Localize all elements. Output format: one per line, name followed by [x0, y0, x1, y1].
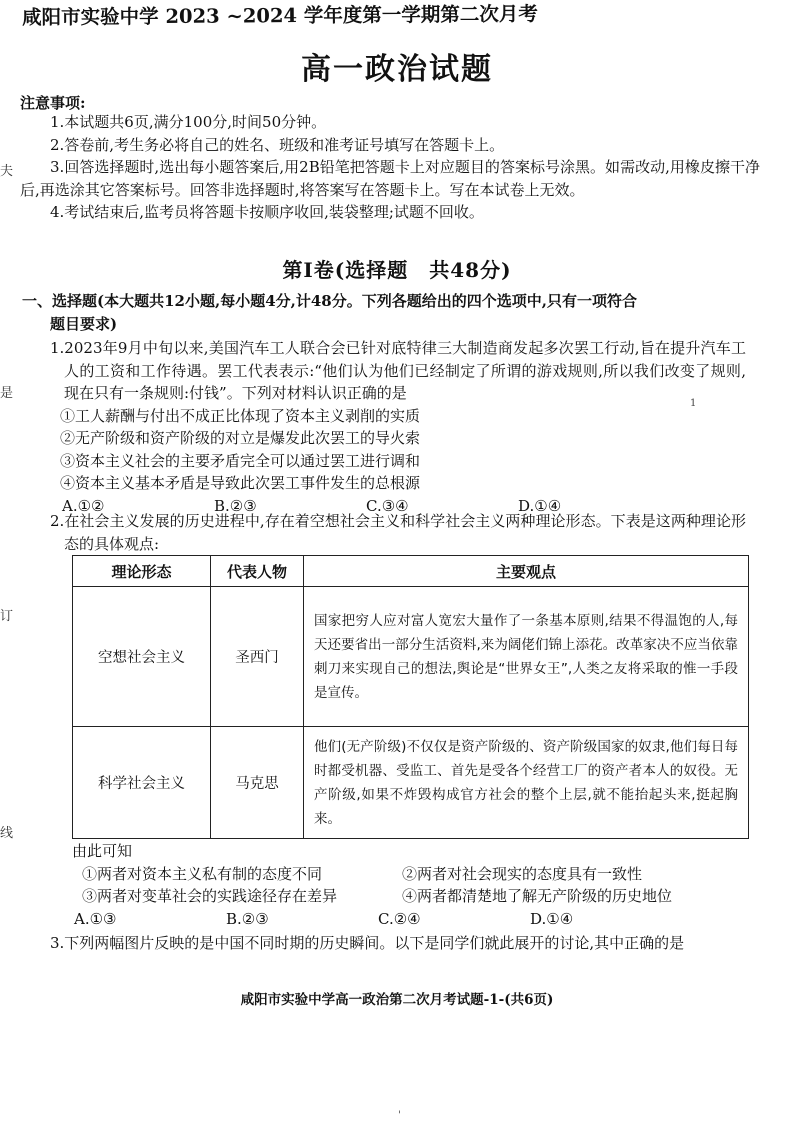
theory-table [72, 555, 749, 839]
conclusion: ②两者对社会现实的态度具有一致性 [402, 864, 643, 883]
question-stem: 3.下列两幅图片反映的是中国不同时期的历史瞬间。以下是同学们就此展开的讨论,其中正确的是 [50, 934, 685, 952]
margin-mark: 夫 [0, 164, 14, 179]
option-c: C.③④ [366, 496, 409, 515]
school-header: 咸阳市实验中学 2023 ~2024 学年度第一学期第二次月考 [22, 2, 538, 29]
cell-view: 他们(无产阶级)不仅仅是资产阶级的、资产阶级国家的奴隶,他们每日每时都受机器、受监工、首先是受各个经营工厂的资产者本人的奴役。无产阶级,如果不炸毁构成官方社会的整个上层,就不能抬起头来,挺起胸来。 [304, 727, 749, 839]
question-3 [50, 932, 746, 955]
margin-mark: 订 [0, 609, 14, 624]
question-2-conclusions [72, 840, 762, 930]
notice-item: 3.回答选择题时,选出每小题答案后,用2B铅笔把答题卡上对应题目的答案标号涂黑。如需改动,用橡皮擦干净后,再选涂其它答案标号。回答非选择题时,将答案写在答题卡上。写在本试卷上无效。 [20, 158, 760, 199]
question-1 [50, 337, 746, 517]
cell-form: 科学社会主义 [73, 727, 211, 839]
question-stem: 2.在社会主义发展的历史进程中,存在着空想社会主义和科学社会主义两种理论形态。下表是这两种理论形态的具体观点: [50, 512, 746, 553]
exam-title: 高一政治试题 [301, 52, 493, 87]
notice-title: 注意事项: [20, 94, 86, 112]
header-view: 主要观点 [304, 556, 749, 587]
notice-item: 4.考试结束后,监考员将答题卡按顺序收回,装袋整理;试题不回收。 [50, 203, 484, 221]
option-c: C.②④ [378, 909, 421, 928]
notice-item: 2.答卷前,考生务必将自己的姓名、班级和准考证号填写在答题卡上。 [50, 135, 505, 154]
cell-view: 国家把穷人应对富人宽宏大量作了一条基本原则,结果不得温饱的人,每天还要省出一部分生活资料,来为阔佬们锦上添花。改革家决不应当依靠刺刀来实现自己的想法,舆论是“世界女王”,人类之友将采取的惟一手段是宣传。 [304, 587, 749, 727]
conclusion: ④两者都清楚地了解无产阶级的历史地位 [402, 887, 673, 905]
conclusion: ③两者对变革社会的实践途径存在差异 [82, 887, 338, 905]
stray-mark: 1 [690, 398, 697, 409]
answer-options [72, 908, 762, 931]
margin-mark: 线 [0, 826, 14, 841]
option-d: D.①④ [530, 909, 574, 928]
table-row [73, 727, 749, 839]
notice-list [20, 111, 760, 224]
option-b: B.②③ [214, 496, 257, 515]
conclusion-lead: 由此可知 [72, 842, 133, 860]
margin-mark: 是 [0, 386, 14, 401]
option-a: A.①② [62, 496, 105, 515]
option-d: D.①④ [518, 496, 562, 515]
cell-person: 马克思 [211, 727, 304, 839]
cell-form: 空想社会主义 [73, 587, 211, 727]
statement: ④资本主义基本矛盾是导致此次罢工事件发生的总根源 [60, 474, 421, 492]
statement: ①工人薪酬与付出不成正比体现了资本主义剥削的实质 [60, 406, 421, 425]
notice-item: 1.本试题共6页,满分100分,时间50分钟。 [50, 113, 327, 131]
header-person: 代表人物 [211, 556, 304, 587]
page-footer: 咸阳市实验中学高一政治第二次月考试题-1-(共6页) [240, 992, 554, 1008]
cell-person: 圣西门 [211, 587, 304, 727]
question-2 [50, 510, 746, 555]
section-line: 一、选择题(本大题共12小题,每小题4分,计48分。下列各题给出的四个选项中,只有一项符合 [22, 292, 637, 310]
question-stem: 1.2023年9月中旬以来,美国汽车工人联合会已针对底特律三大制造商发起多次罢工行动,旨在提升汽车工人的工资和工作待遇。罢工代表表示:“他们认为他们已经制定了所谓的游戏规则,所以我们改变了规则,现在只有一条规则:付钱”。下列对材料认识正确的是 [50, 339, 746, 402]
stray-mark: ' [398, 1110, 401, 1121]
statement: ③资本主义社会的主要矛盾完全可以通过罢工进行调和 [60, 451, 421, 470]
conclusion: ①两者对资本主义私有制的态度不同 [82, 864, 323, 883]
part-title: 第Ⅰ卷(选择题 共48分) [282, 258, 512, 282]
header-form: 理论形态 [73, 556, 211, 587]
statement: ②无产阶级和资产阶级的对立是爆发此次罢工的导火索 [60, 429, 421, 447]
option-a: A.①③ [74, 909, 117, 928]
table-header-row [73, 556, 749, 587]
option-b: B.②③ [226, 909, 269, 928]
section-heading [22, 290, 746, 335]
table-row [73, 587, 749, 727]
conclusion-grid [72, 863, 762, 908]
section-line: 题目要求) [50, 314, 118, 333]
